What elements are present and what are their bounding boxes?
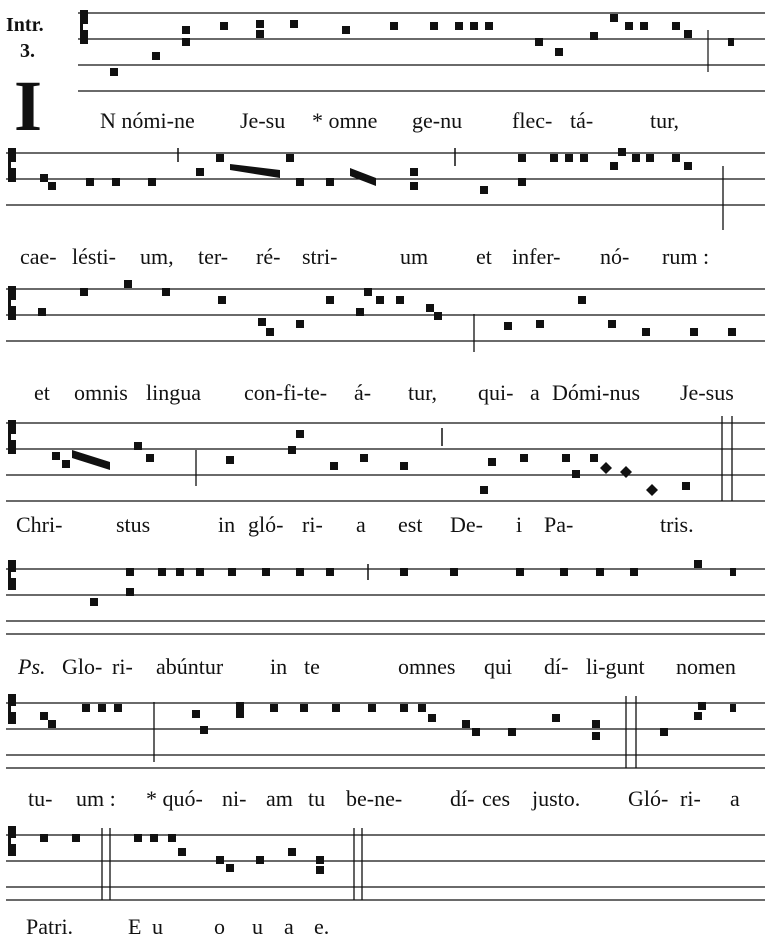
lyric-syllable: ri- (302, 512, 323, 537)
staff-5 (0, 556, 773, 640)
lyric-syllable: stri- (302, 244, 338, 269)
lyric-syllable: um (400, 244, 429, 269)
lyric-syllable: * omne (312, 108, 378, 133)
lyric-syllable: tur, (650, 108, 680, 133)
lyric-syllable: rum : (662, 244, 710, 269)
lyric-syllable: tur, (408, 380, 438, 405)
lyric-syllable: ter- (198, 244, 229, 269)
lyric-syllable: u (152, 914, 163, 939)
lyric-syllable: Glo- (62, 654, 103, 679)
lyric-syllable: et (476, 244, 492, 269)
lyric-syllable: ni- (222, 786, 247, 811)
lyric-syllable: ri- (112, 654, 133, 679)
lyric-syllable: omnis (74, 380, 128, 405)
lyric-syllable: Chri- (16, 512, 63, 537)
lyric-syllable: dí- (544, 654, 569, 679)
lyric-syllable: lésti- (72, 244, 116, 269)
lyric-syllable: a (284, 914, 294, 939)
lyric-syllable: o (214, 914, 225, 939)
lyric-syllable: um, (140, 244, 174, 269)
staff-7 (0, 822, 773, 906)
lyric-syllable: te (304, 654, 320, 679)
psalm-prefix: Ps. (18, 654, 46, 679)
lyric-syllable: N nómi-ne (100, 108, 195, 133)
lyric-syllable: est (398, 512, 423, 537)
lyric-syllable: nó- (600, 244, 630, 269)
lyric-syllable: ge-nu (412, 108, 463, 133)
lyric-syllable: ces (482, 786, 511, 811)
lyric-syllable: á- (354, 380, 372, 405)
lyric-syllable: nomen (676, 654, 736, 679)
staff-4 (0, 410, 773, 504)
lyric-syllable: con-fi-te- (244, 380, 328, 405)
lyric-syllable: um : (76, 786, 116, 811)
lyric-syllable: a (730, 786, 740, 811)
lyric-syllable: Je-sus (680, 380, 734, 405)
lyric-syllable: omnes (398, 654, 456, 679)
chant-genre-label: Intr. (6, 14, 44, 36)
lyric-syllable: a (356, 512, 366, 537)
lyric-syllable: Pa- (544, 512, 574, 537)
staff-6 (0, 690, 773, 774)
lyric-syllable: infer- (512, 244, 561, 269)
lyric-syllable: Je-su (240, 108, 286, 133)
lyric-syllable: cae- (20, 244, 57, 269)
lyric-syllable: * quó- (146, 786, 203, 811)
lyric-syllable: et (34, 380, 50, 405)
lyric-syllable: lingua (146, 380, 201, 405)
lyric-syllable: qui (484, 654, 513, 679)
chant-mode-label: 3. (20, 40, 35, 62)
lyric-syllable: tris. (660, 512, 694, 537)
lyric-syllable: a (530, 380, 540, 405)
staff-3 (0, 276, 773, 366)
lyric-syllable: De- (450, 512, 483, 537)
decorated-initial: I (14, 66, 43, 146)
lyric-syllable: li-gunt (586, 654, 645, 679)
lyric-syllable: i (516, 512, 523, 537)
lyric-syllable: Dómi-nus (552, 380, 640, 405)
lyric-syllable: be-ne- (346, 786, 403, 811)
lyric-syllable: E (128, 914, 142, 939)
lyric-syllable: flec- (512, 108, 553, 133)
lyric-syllable: justo. (532, 786, 581, 811)
lyric-syllable: u (252, 914, 263, 939)
lyric-syllable: gló- (248, 512, 284, 537)
lyric-syllable: dí- (450, 786, 475, 811)
lyric-syllable: qui- (478, 380, 514, 405)
lyric-syllable: e. (314, 914, 330, 939)
lyric-syllable: am (266, 786, 293, 811)
lyric-syllable: Gló- (628, 786, 669, 811)
lyric-syllable: tá- (570, 108, 594, 133)
staff-1 (0, 0, 773, 100)
lyric-syllable: ré- (256, 244, 281, 269)
lyric-syllable: Patri. (26, 914, 74, 939)
lyric-syllable: stus (116, 512, 151, 537)
lyric-syllable: in (270, 654, 288, 679)
lyric-syllable: tu- (28, 786, 53, 811)
lyric-syllable: in (218, 512, 236, 537)
lyric-syllable: ri- (680, 786, 701, 811)
lyric-syllable: abúntur (156, 654, 224, 679)
lyric-syllable: tu (308, 786, 326, 811)
staff-2 (0, 140, 773, 230)
